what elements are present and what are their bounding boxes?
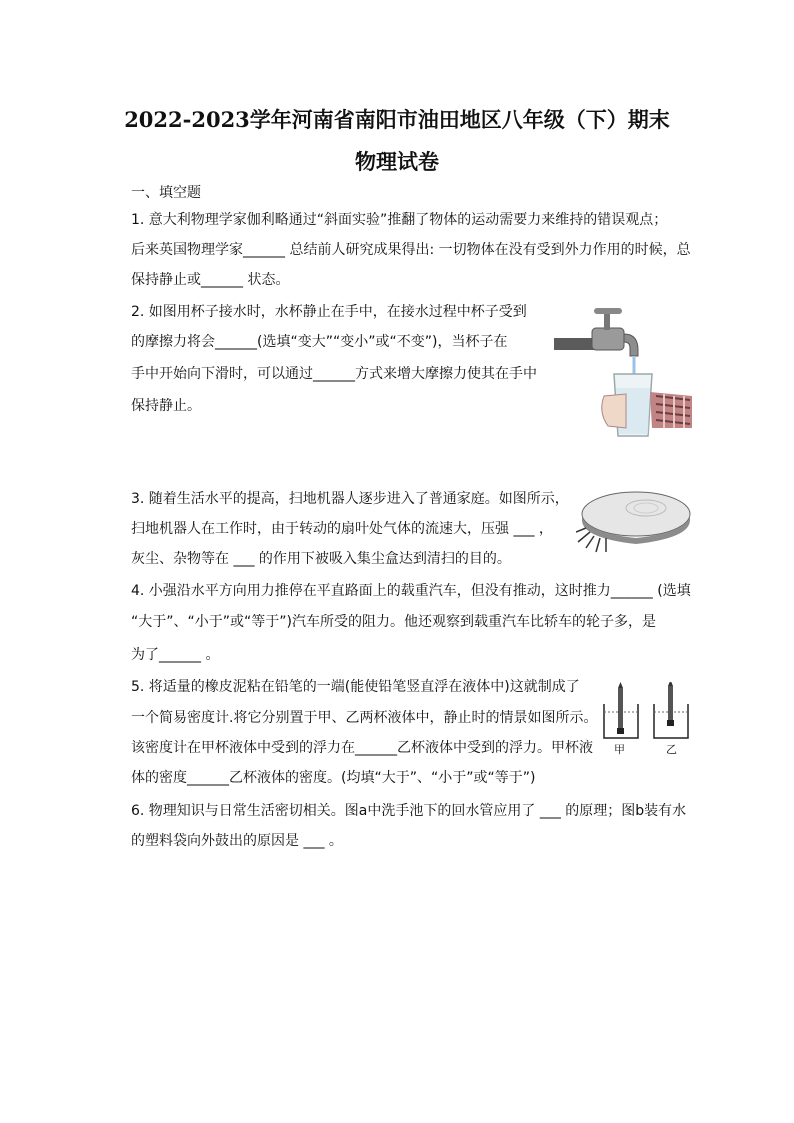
question-5-line-1: 5. 将适量的橡皮泥粘在铅笔的一端(能使铅笔竖直浮在液体中)这就制成了 <box>131 679 580 695</box>
cup-b-label: 乙 <box>666 743 677 756</box>
question-1-line-2: 后来英国物理学家______ 总结前人研究成果得出: 一切物体在没有受到外力作用的时候，总 <box>131 242 691 258</box>
question-1-line-3: 保持静止或______ 状态。 <box>131 272 290 288</box>
question-5-line-4: 体的密度______乙杯液体的密度。(均填“大于”、“小于”或“等于”) <box>131 770 536 786</box>
question-2-line-3: 手中开始向下滑时，可以通过______方式来增大摩擦力使其在手中 <box>131 366 537 382</box>
question-6-line-1: 6. 物理知识与日常生活密切相关。图a中洗手池下的回水管应用了 ___ 的原理；图b装有水 <box>131 803 687 819</box>
question-4-line-1: 4. 小强沿水平方向用力推停在平直路面上的载重汽车，但没有推动，这时推力______ (选填 <box>131 583 691 599</box>
question-3-line-1: 3. 随着生活水平的提高，扫地机器人逐步进入了普通家庭。如图所示， <box>131 491 569 507</box>
exam-title-line-1: 2022-2023学年河南省南阳市油田地区八年级（下）期末 <box>124 107 670 132</box>
question-3-line-3: 灰尘、杂物等在 ___ 的作用下被吸入集尘盒达到清扫的目的。 <box>131 551 511 567</box>
question-4-line-2: “大于”、“小于”或“等于”)汽车所受的阻力。他还观察到载重汽车比轿车的轮子多，是 <box>131 614 656 630</box>
exam-title-line-2: 物理试卷 <box>355 149 439 174</box>
question-5-line-2: 一个简易密度计.将它分别置于甲、乙两杯液体中，静止时的情景如图所示。 <box>131 710 598 726</box>
question-6-line-2: 的塑料袋向外鼓出的原因是 ___ 。 <box>131 833 343 849</box>
question-3-line-2: 扫地机器人在工作时，由于转动的扇叶处气体的流速大，压强 ___ ， <box>131 521 553 537</box>
section-heading: 一、填空题 <box>131 185 201 201</box>
cup-b <box>654 682 688 738</box>
question-2-line-2: 的摩擦力将会______(选填“变大”“变小”或“不变”)，当杯子在 <box>131 334 508 350</box>
question-1-line-1: 1. 意大利物理学家伽利略通过“斜面实验”推翻了物体的运动需要力来维持的错误观点； <box>131 212 668 228</box>
cup-a-label: 甲 <box>614 743 625 756</box>
question-4-line-3: 为了______ 。 <box>131 647 220 663</box>
question-2-line-4: 保持静止。 <box>131 398 201 414</box>
question-2-line-1: 2. 如图用杯子接水时，水杯静止在手中，在接水过程中杯子受到 <box>131 304 527 320</box>
question-5-line-3: 该密度计在甲杯液体中受到的浮力在______乙杯液体中受到的浮力。甲杯液 <box>131 740 593 756</box>
faucet-cup-figure <box>552 304 694 444</box>
cup-a <box>604 682 638 738</box>
robot-vacuum-figure <box>576 482 694 556</box>
